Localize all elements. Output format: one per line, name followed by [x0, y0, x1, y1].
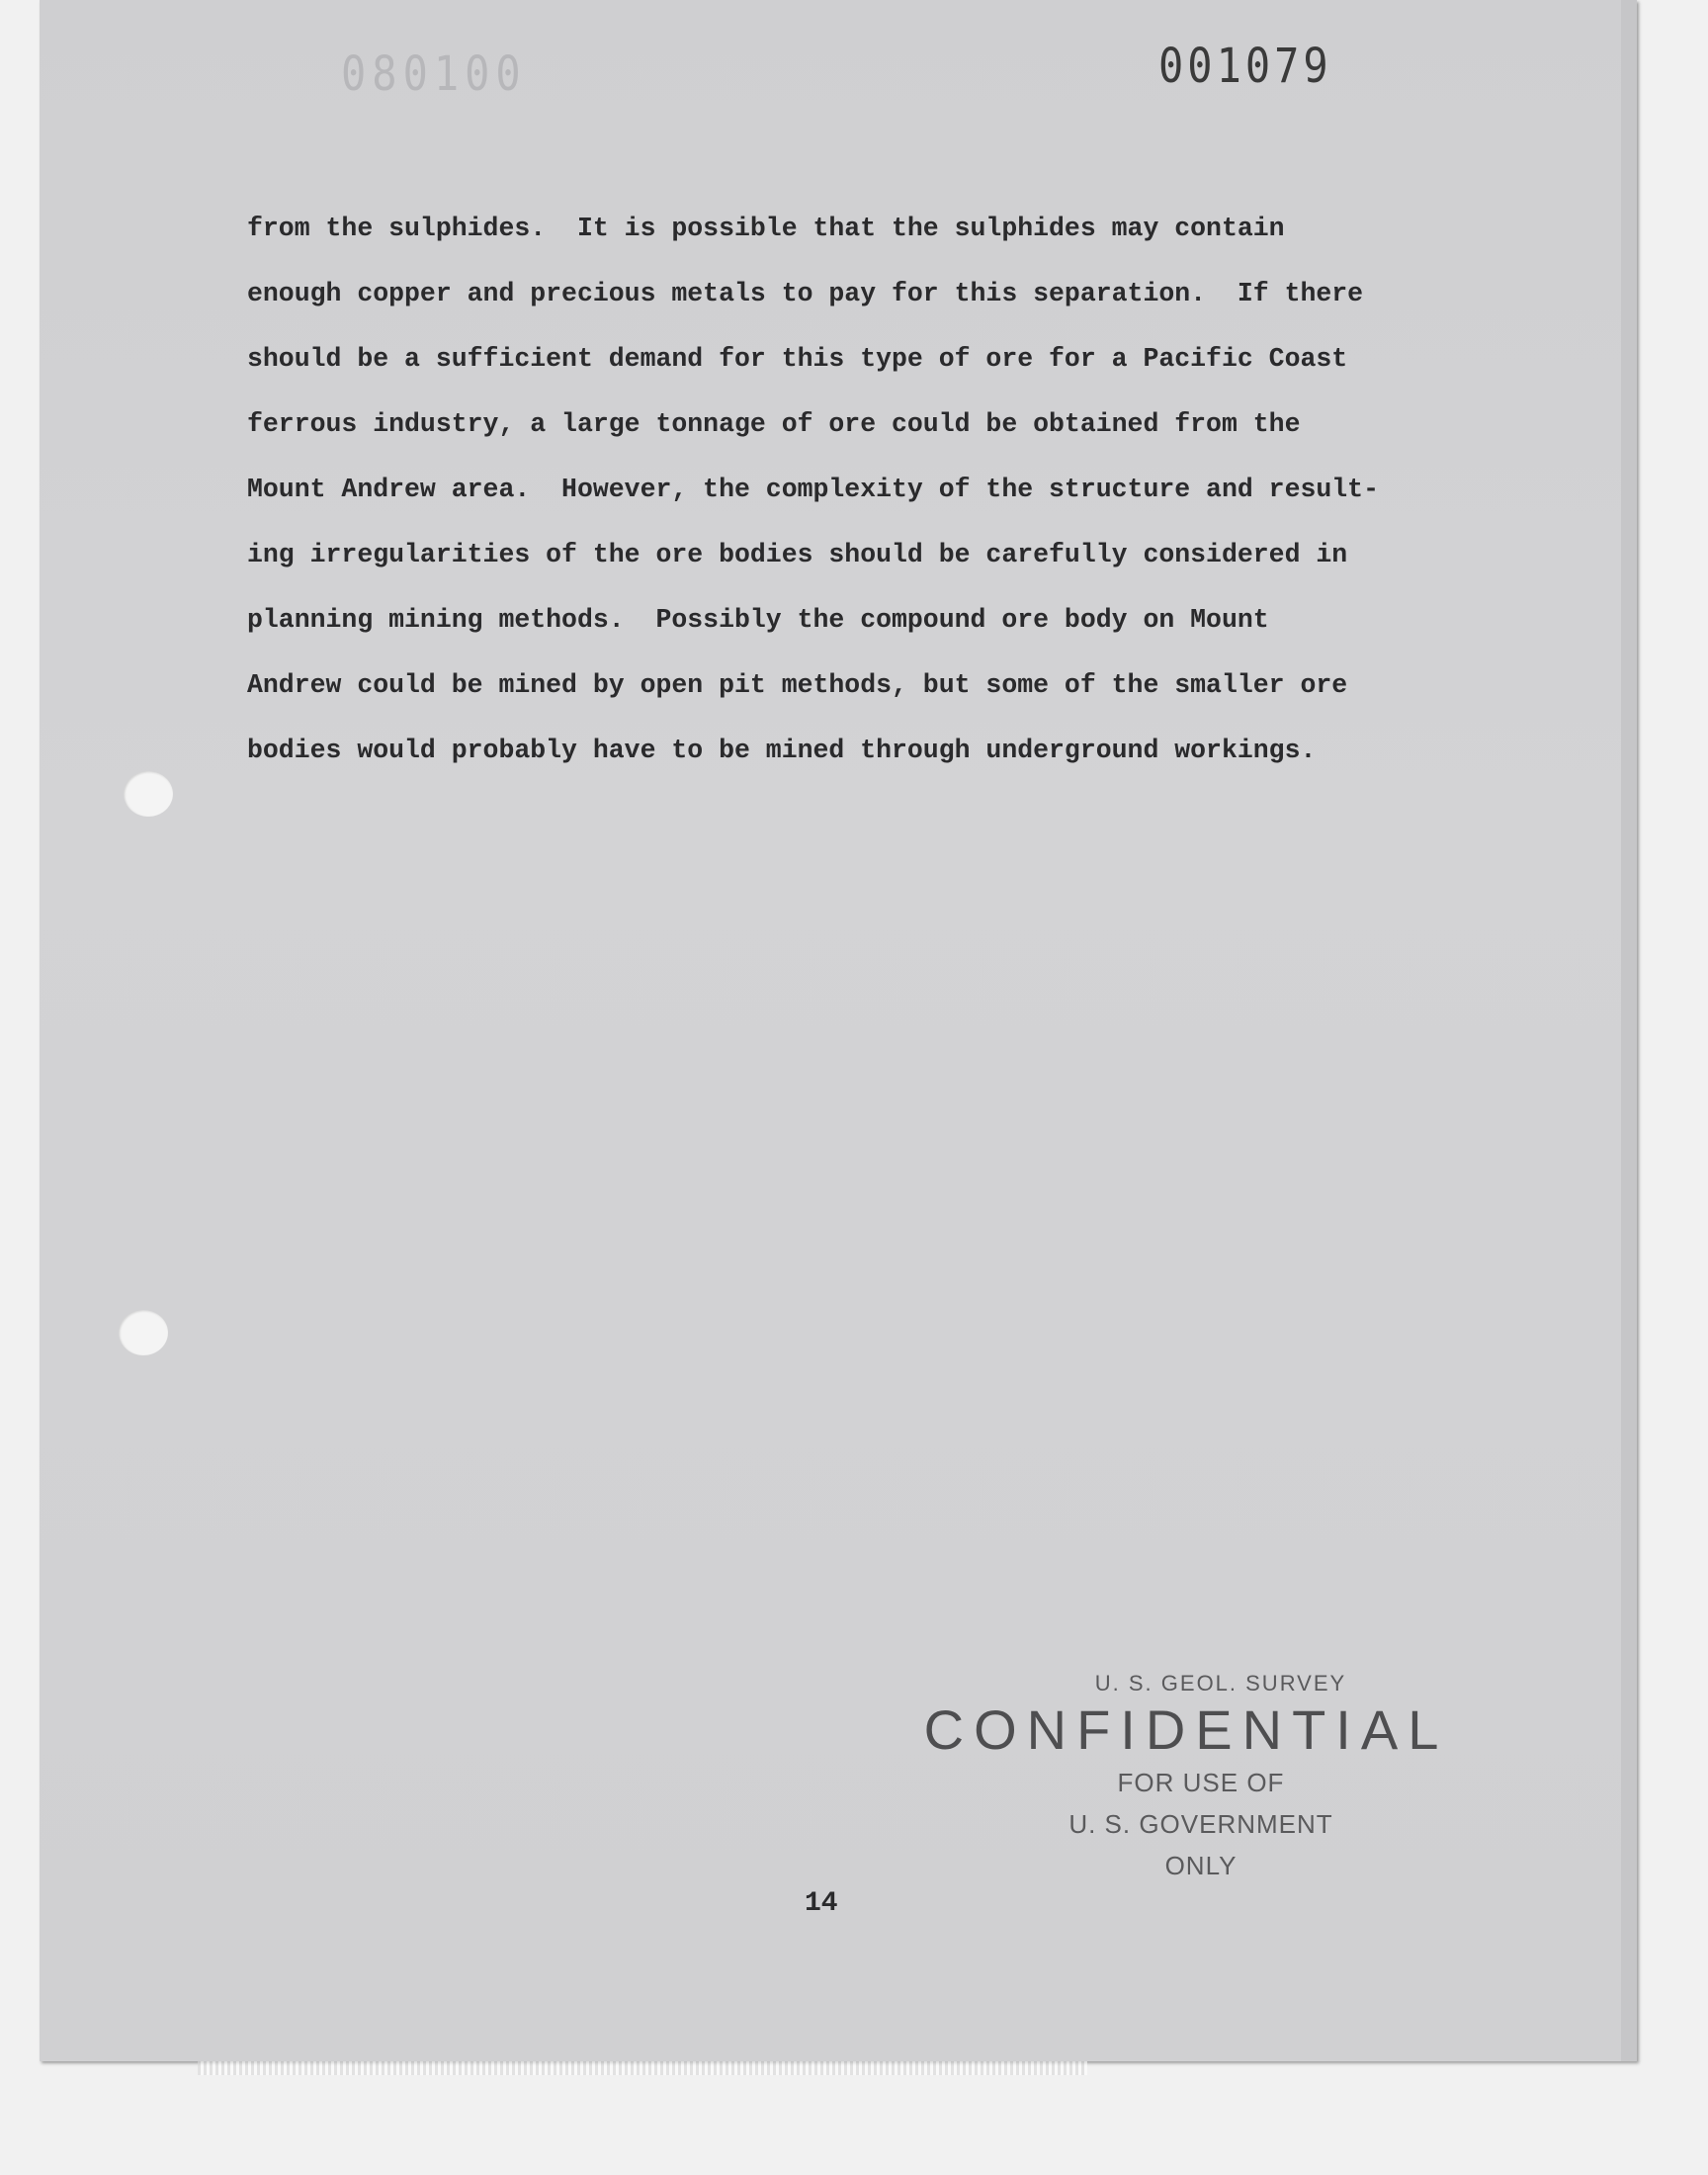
confidential-stamp — [870, 1671, 1502, 1886]
punch-hole-upper — [124, 771, 173, 817]
stamp-line-2: U. S. GOVERNMENT — [1068, 1809, 1333, 1839]
scan-artifact-strip — [198, 2061, 1087, 2075]
stamp-line-1: FOR USE OF — [1117, 1768, 1285, 1797]
body-line: enough copper and precious metals to pay for this separation. If there — [247, 279, 1364, 308]
stamp-title: CONFIDENTIAL — [923, 1698, 1449, 1761]
body-line: should be a sufficient demand for this type of ore for a Pacific Coast — [247, 344, 1348, 374]
stamp-line-3: ONLY — [1164, 1851, 1238, 1880]
stamp-agency: U. S. GEOL. SURVEY — [1094, 1671, 1347, 1696]
body-line: planning mining methods. Possibly the compound ore body on Mount — [247, 605, 1269, 635]
page-edge — [1621, 0, 1637, 2061]
body-line: Mount Andrew area. However, the complexity of the structure and result- — [247, 475, 1379, 504]
body-paragraph — [247, 196, 1493, 783]
punch-hole-lower — [119, 1310, 168, 1355]
body-line: ing irregularities of the ore bodies should be carefully considered in — [247, 540, 1348, 569]
body-line: ferrous industry, a large tonnage of ore could be obtained from the — [247, 409, 1301, 439]
page-number: 14 — [805, 1888, 838, 1919]
body-line: Andrew could be mined by open pit methods, but some of the smaller ore — [247, 670, 1348, 700]
body-line: from the sulphides. It is possible that the sulphides may contain — [247, 214, 1285, 243]
bleed-through-number: 080100 — [341, 45, 527, 102]
body-line: bodies would probably have to be mined through underground workings. — [247, 736, 1317, 765]
document-number: 001079 — [1158, 38, 1332, 94]
